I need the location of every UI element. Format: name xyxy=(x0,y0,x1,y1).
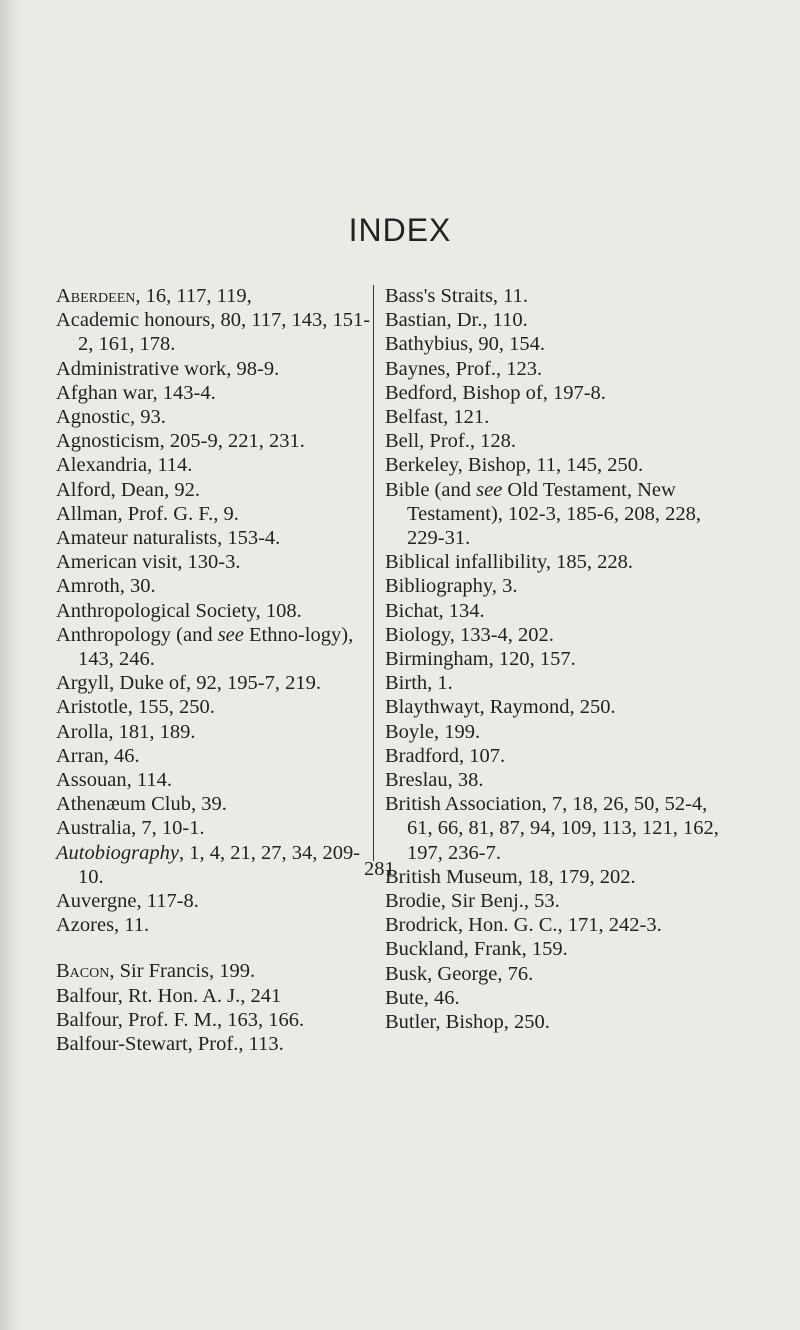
index-entry: Alexandria, 114. xyxy=(56,454,193,477)
page-number: 281 xyxy=(364,858,395,880)
index-entry: Brodie, Sir Benj., 53. xyxy=(385,890,560,913)
index-entry: Birmingham, 120, 157. xyxy=(385,648,576,671)
index-entry: Agnostic, 93. xyxy=(56,406,166,429)
index-column-right xyxy=(385,284,735,1034)
index-entry: Anthropological Society, 108. xyxy=(56,599,302,622)
index-entry: British Museum, 18, 179, 202. xyxy=(385,865,636,888)
index-entry: Balfour-Stewart, Prof., 113. xyxy=(56,1033,284,1056)
index-entry: Bradford, 107. xyxy=(385,744,506,767)
index-entry: Arolla, 181, 189. xyxy=(56,720,196,743)
index-entry: Butler, Bishop, 250. xyxy=(385,1011,550,1034)
index-entry: Balfour, Prof. F. M., 163, 166. xyxy=(56,1008,305,1031)
index-entry: Berkeley, Bishop, 11, 145, 250. xyxy=(385,454,644,477)
index-entry: Agnosticism, 205-9, 221, 231. xyxy=(56,430,305,453)
index-entry: Belfast, 121. xyxy=(385,406,490,429)
index-entry: Assouan, 114. xyxy=(56,769,172,792)
index-entry: Aberdeen, 16, 117, 119, xyxy=(56,285,252,307)
index-entry: Buckland, Frank, 159. xyxy=(385,938,568,961)
index-entry: Arran, 46. xyxy=(56,744,140,767)
index-entry: Balfour, Rt. Hon. A. J., 241 xyxy=(56,984,282,1007)
index-entry: Athenæum Club, 39. xyxy=(56,793,227,816)
section-gap xyxy=(56,937,376,959)
index-entry: Afghan war, 143-4. xyxy=(56,381,216,404)
index-entry: Alford, Dean, 92. xyxy=(56,478,201,501)
index-entry: Bibliography, 3. xyxy=(385,575,518,598)
index-entry: Australia, 7, 10-1. xyxy=(56,817,205,840)
index-entry: Amateur naturalists, 153-4. xyxy=(56,527,281,550)
index-entry: American visit, 130-3. xyxy=(56,551,241,574)
index-entry: Busk, George, 76. xyxy=(385,962,534,985)
index-entry: Biology, 133-4, 202. xyxy=(385,623,554,646)
index-entry: Birth, 1. xyxy=(385,672,453,695)
index-entry: Bible (and see Old Testament, New Testament), 102-3, 185-6, 208, 228, 229-31. xyxy=(385,478,702,550)
index-entry: Bell, Prof., 128. xyxy=(385,430,516,453)
index-entry: Blaythwayt, Raymond, 250. xyxy=(385,696,616,719)
index-entry: Auvergne, 117-8. xyxy=(56,890,199,913)
index-entry: Bute, 46. xyxy=(385,986,460,1009)
page-gutter-shadow xyxy=(0,0,20,1330)
index-entry: British Association, 7, 18, 26, 50, 52-4, 61, 66, 81, 87, 94, 109, 113, 121, 162, 197, 236-7. xyxy=(385,793,719,864)
index-entry: Argyll, Duke of, 92, 195-7, 219. xyxy=(56,672,321,695)
index-entry: Bedford, Bishop of, 197-8. xyxy=(385,381,606,404)
index-entry: Biblical infallibility, 185, 228. xyxy=(385,551,634,574)
index-entry: Aristotle, 155, 250. xyxy=(56,696,215,719)
index-entry: Administrative work, 98-9. xyxy=(56,357,280,380)
index-entry: Boyle, 199. xyxy=(385,720,481,743)
index-entry: Allman, Prof. G. F., 9. xyxy=(56,502,239,525)
index-entry: Breslau, 38. xyxy=(385,769,484,792)
index-entry: Anthropology (and see Ethno-logy), 143, 246. xyxy=(56,623,354,671)
index-column-left xyxy=(56,284,376,1056)
index-entry: Baynes, Prof., 123. xyxy=(385,357,543,380)
index-entry: Brodrick, Hon. G. C., 171, 242-3. xyxy=(385,914,662,937)
page-title: INDEX xyxy=(348,212,452,248)
index-entry: Autobiography, 1, 4, 21, 27, 34, 209-10. xyxy=(56,841,361,888)
index-entry: Azores, 11. xyxy=(56,914,150,937)
index-entry: Bathybius, 90, 154. xyxy=(385,333,546,356)
index-entry: Bass's Straits, 11. xyxy=(385,285,529,307)
column-divider xyxy=(373,285,374,861)
index-entry: Bacon, Sir Francis, 199. xyxy=(56,960,256,983)
index-entry: Academic honours, 80, 117, 143, 151-2, 161, 178. xyxy=(56,309,371,356)
index-entry: Bastian, Dr., 110. xyxy=(385,309,528,332)
index-entry: Bichat, 134. xyxy=(385,599,485,622)
index-entry: Amroth, 30. xyxy=(56,575,156,598)
